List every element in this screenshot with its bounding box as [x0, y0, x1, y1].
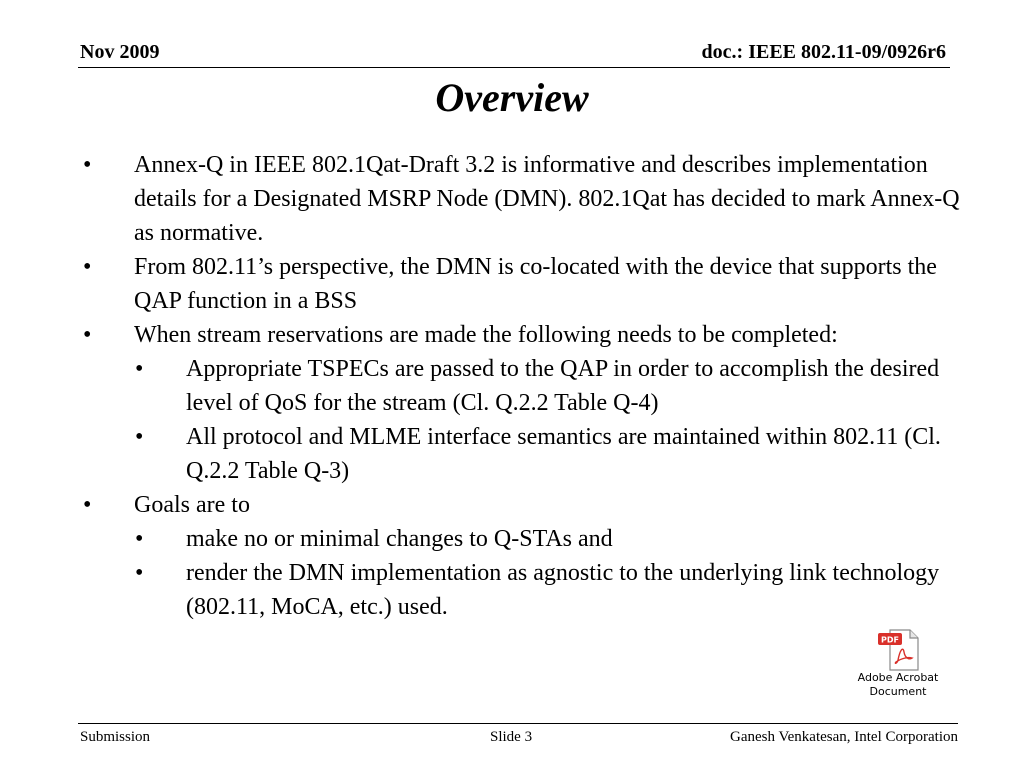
- bullet-item: [80, 250, 960, 318]
- bullet-list: [80, 148, 960, 624]
- pdf-badge-label: PDF: [881, 635, 899, 645]
- bullet-marker: •: [135, 356, 144, 382]
- bullet-text: make no or minimal changes to Q-STAs and: [186, 526, 613, 552]
- footer-submission: Submission: [80, 729, 151, 745]
- sub-bullet-item: [80, 420, 960, 488]
- bullet-item: [80, 148, 960, 250]
- bullet-text: From 802.11’s perspective, the DMN is co-located with the device that supports the QAP function in a BSS: [134, 254, 937, 314]
- footer-divider: [78, 723, 958, 724]
- sub-bullet-item: [80, 556, 960, 624]
- bullet-marker: •: [135, 424, 144, 450]
- header-document-id: doc.: IEEE 802.11-09/0926r6: [701, 41, 946, 63]
- bullet-marker: •: [83, 254, 92, 280]
- sub-bullet-item: [80, 522, 960, 556]
- pdf-caption-line: Document: [869, 685, 927, 698]
- pdf-icon-caption[interactable]: [836, 671, 960, 699]
- bullet-item: [80, 318, 960, 352]
- bullet-marker: •: [135, 560, 144, 586]
- bullet-item: [80, 488, 960, 522]
- bullet-marker: •: [83, 492, 92, 518]
- bullet-text: render the DMN implementation as agnostic to the underlying link technology (802.11, MoCA, etc.) used.: [186, 560, 940, 620]
- header-date: Nov 2009: [80, 41, 160, 63]
- bullet-text: When stream reservations are made the following needs to be completed:: [134, 322, 838, 348]
- bullet-text: Goals are to: [134, 492, 250, 518]
- footer-author: Ganesh Venkatesan, Intel Corporation: [730, 729, 958, 745]
- footer-slide-number: Slide 3: [490, 729, 533, 745]
- sub-bullet-item: [80, 352, 960, 420]
- bullet-text: Appropriate TSPECs are passed to the QAP in order to accomplish the desired level of QoS for the stream (Cl. Q.2.2 Table Q-4): [186, 356, 940, 416]
- bullet-marker: •: [83, 322, 92, 348]
- header-divider: [78, 67, 950, 68]
- bullet-marker: •: [135, 526, 144, 552]
- slide-title: Overview: [435, 75, 589, 120]
- bullet-text: All protocol and MLME interface semantics are maintained within 802.11 (Cl. Q.2.2 Table Q-3): [186, 424, 941, 484]
- pdf-document-icon[interactable]: [876, 628, 924, 672]
- bullet-text: Annex-Q in IEEE 802.1Qat-Draft 3.2 is informative and describes implementation details for a Designated MSRP Node (DMN). 802.1Qat has decided to mark Annex-Q as normative.: [134, 152, 960, 246]
- bullet-marker: •: [83, 152, 92, 178]
- pdf-caption-line: Adobe Acrobat: [857, 671, 939, 684]
